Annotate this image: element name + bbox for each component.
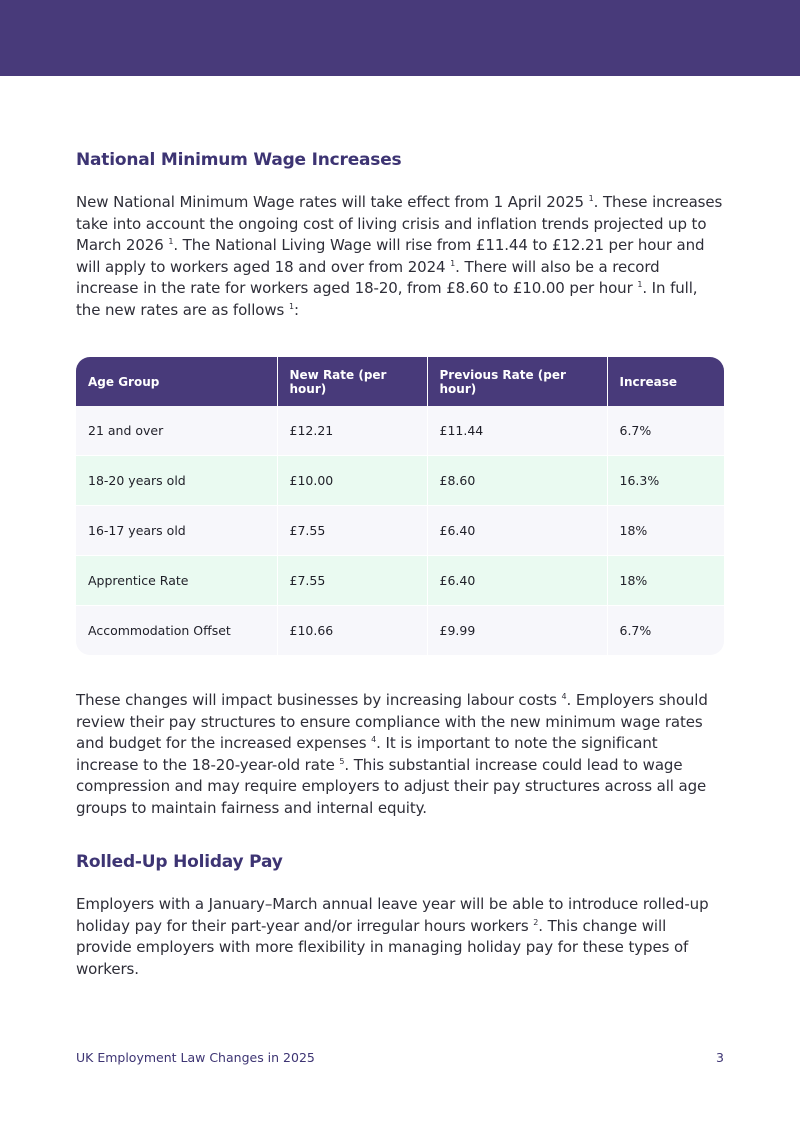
text-run: Employers with a January–March annual leave year will be able to introduce rolled-up holiday pay for their part-year and/or irregular hours workers [76, 895, 709, 935]
footnote-ref: 4 [371, 735, 377, 745]
section-title-national-minimum-wage: National Minimum Wage Increases [76, 150, 402, 170]
table-header-row [76, 357, 724, 406]
text-run: . The National Living Wage will rise from £11.44 to £12.21 per hour and will apply to workers aged 18 and over from 2024 [76, 236, 705, 276]
header-bar [0, 0, 800, 76]
footer-document-title: UK Employment Law Changes in 2025 [76, 1050, 315, 1065]
text-run: . These increases take into account the ongoing cost of living crisis and inflation trends projected up to March 2026 [76, 193, 723, 255]
table-cell: 21 and over [76, 406, 277, 456]
table-cell: Accommodation Offset [76, 606, 277, 656]
text-run: . It is important to note the significant increase to the 18-20-year-old rate [76, 734, 658, 774]
nmw-paragraph [76, 192, 724, 322]
table-cell: 18% [607, 556, 724, 606]
table-cell: 16.3% [607, 456, 724, 506]
footnote-ref: 5 [339, 756, 345, 766]
table-row [76, 556, 724, 606]
table-cell: £6.40 [427, 556, 607, 606]
table-cell: £7.55 [277, 556, 427, 606]
table-cell: £10.00 [277, 456, 427, 506]
footnote-ref: 4 [561, 692, 567, 701]
table-cell: Apprentice Rate [76, 556, 277, 606]
text-run: . Employers should review their pay structures to ensure compliance with the new minimum wage rates and budget for the increased expenses [76, 691, 708, 753]
text-run: . This substantial increase could lead to wage compression and may require employers to adjust their pay structures across all age groups to maintain fairness and internal equity. [76, 755, 707, 817]
page-footer [76, 1050, 724, 1065]
table-cell: £10.66 [277, 606, 427, 656]
table-cell: £8.60 [427, 456, 607, 506]
table-row [76, 406, 724, 456]
text-run: . There will also be a record increase in the rate for workers aged 18-20, from £8.60 to £10.00 per hour [76, 257, 660, 298]
table-header-cell: New Rate (per hour) [277, 357, 427, 406]
footnote-ref: 1 [637, 280, 643, 290]
table-header-cell: Increase [607, 357, 724, 406]
table-cell: 16-17 years old [76, 506, 277, 556]
text-run: . This change will provide employers with more flexibility in managing holiday pay for these types of workers. [76, 916, 689, 978]
impact-paragraph [76, 690, 724, 820]
footnote-ref: 1 [450, 258, 456, 268]
footnote-ref: 1 [288, 301, 294, 311]
table-cell: £11.44 [427, 406, 607, 456]
text-run: : [293, 300, 299, 319]
table-row [76, 456, 724, 506]
text-run: . In full, the new rates are as follows [76, 279, 698, 319]
table-row [76, 606, 724, 656]
table-cell: 6.7% [607, 606, 724, 656]
table-cell: 18-20 years old [76, 456, 277, 506]
page-number: 3 [716, 1050, 724, 1065]
text-run: These changes will impact businesses by increasing labour costs [76, 691, 562, 709]
table-cell: £7.55 [277, 506, 427, 556]
table-cell: £9.99 [427, 606, 607, 656]
text-run: New National Minimum Wage rates will take effect from 1 April 2025 [76, 193, 589, 211]
footnote-ref: 2 [533, 917, 539, 927]
wage-rates-table [76, 357, 724, 655]
table-cell: 18% [607, 506, 724, 556]
footnote-ref: 1 [588, 194, 594, 203]
table-header-cell: Age Group [76, 357, 277, 406]
table-cell: £12.21 [277, 406, 427, 456]
table-header-cell: Previous Rate (per hour) [427, 357, 607, 406]
section-title-rolled-up-holiday-pay: Rolled-Up Holiday Pay [76, 852, 283, 872]
table-row [76, 506, 724, 556]
holiday-pay-paragraph [76, 894, 724, 980]
table-cell: 6.7% [607, 406, 724, 456]
table-cell: £6.40 [427, 506, 607, 556]
footnote-ref: 1 [168, 237, 174, 247]
